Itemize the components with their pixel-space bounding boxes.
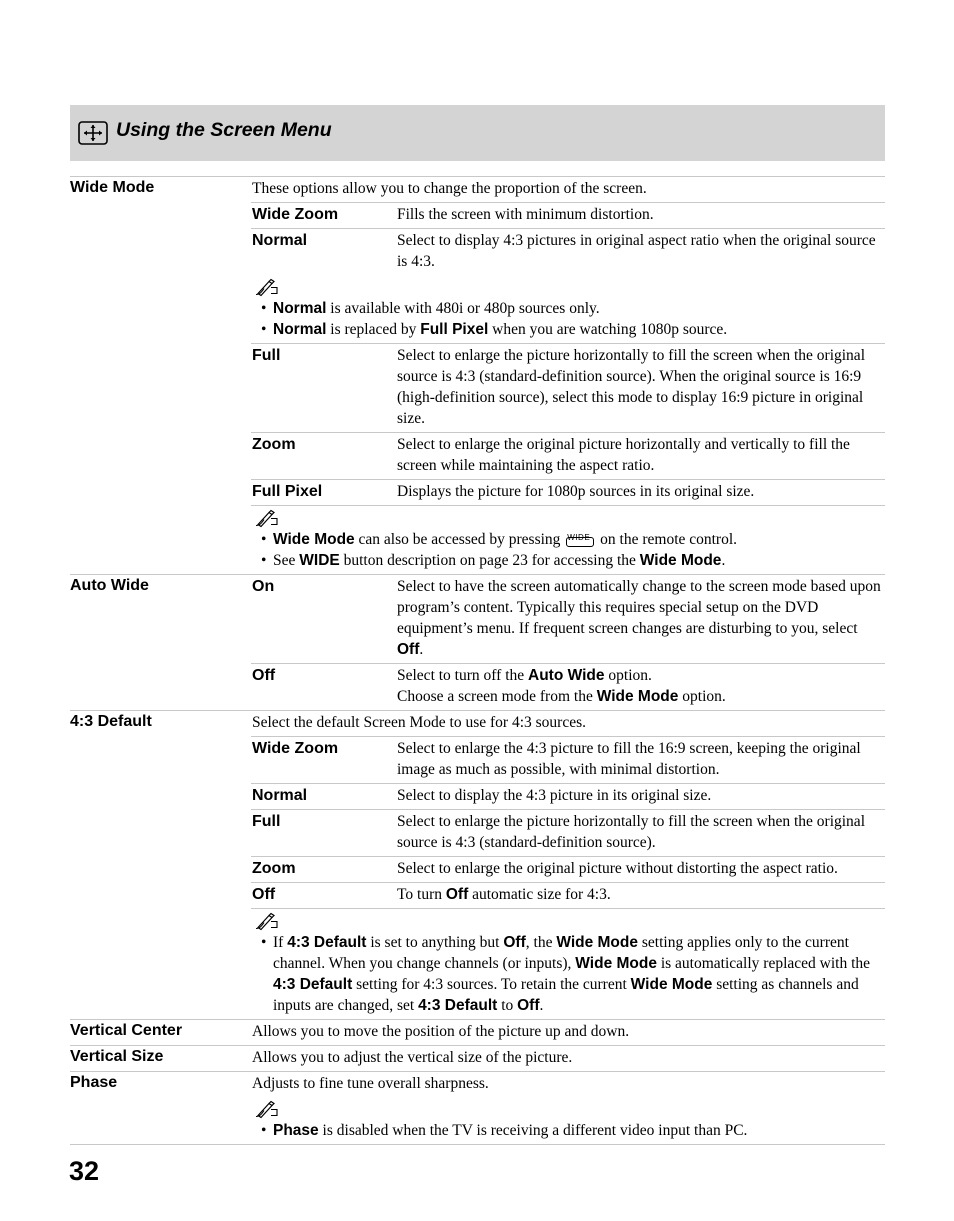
option-description: Select to have the screen automatically change to the screen mode based upon program’s content. Typically this requires special setup on the DVD equipment’s menu. If frequent screen changes are disturbing to you, select Off. xyxy=(397,578,881,658)
option-name: On xyxy=(252,578,275,595)
option-description: Select to enlarge the original picture horizontally and vertically to fill the screen while maintaining the aspect ratio. xyxy=(397,436,850,474)
note-bullet: • Normal is replaced by Full Pixel when you are watching 1080p source. xyxy=(261,321,728,338)
row-vertical-size xyxy=(70,1045,885,1071)
page-title: Using the Screen Menu xyxy=(116,119,332,141)
option-description: Select to display 4:3 pictures in original aspect ratio when the original source is 4:3. xyxy=(397,232,876,270)
item-label-auto-wide: Auto Wide xyxy=(70,577,149,594)
row-4-3-default xyxy=(70,710,885,1019)
option-row xyxy=(251,882,885,908)
item-label-phase: Phase xyxy=(70,1074,118,1091)
option-description: Fills the screen with minimum distortion. xyxy=(397,206,654,223)
note-block xyxy=(251,505,885,574)
row-phase xyxy=(70,1071,885,1145)
option-row xyxy=(251,432,885,479)
vertical-size-description: Allows you to adjust the vertical size of the picture. xyxy=(252,1049,573,1066)
option-name: Full xyxy=(252,347,281,364)
option-row xyxy=(251,856,885,882)
option-description: Select to turn off the Auto Wide option. Choose a screen mode from the Wide Mode option. xyxy=(397,667,726,705)
note-bullet: • Normal is available with 480i or 480p sources only. xyxy=(261,300,600,317)
option-row xyxy=(251,343,885,432)
row-vertical-center xyxy=(70,1019,885,1045)
note-pen-icon xyxy=(255,277,279,298)
note-block xyxy=(251,275,885,343)
note-pen-icon xyxy=(255,1099,279,1120)
option-name: Wide Zoom xyxy=(252,206,339,223)
option-description: Select to enlarge the picture horizontally to fill the screen when the original source is 4:3 (standard-definition source). xyxy=(397,813,865,851)
row-auto-wide xyxy=(70,574,885,710)
option-description: Select to enlarge the original picture without distorting the aspect ratio. xyxy=(397,860,838,877)
note-block xyxy=(251,1097,885,1144)
option-name: Full xyxy=(252,813,281,830)
option-row xyxy=(251,809,885,856)
option-description: Displays the picture for 1080p sources in its original size. xyxy=(397,483,755,500)
default-43-description: Select the default Screen Mode to use for 4:3 sources. xyxy=(252,714,587,731)
option-name: Zoom xyxy=(252,860,296,877)
item-label-4-3-default: 4:3 Default xyxy=(70,713,152,730)
option-name: Normal xyxy=(252,787,308,804)
note-bullet: • Phase is disabled when the TV is receiving a different video input than PC. xyxy=(261,1122,748,1139)
section-header xyxy=(70,105,885,161)
note-pen-icon xyxy=(255,911,279,932)
item-label-wide-mode: Wide Mode xyxy=(70,179,155,196)
option-row xyxy=(251,479,885,505)
note-bullet: • If 4:3 Default is set to anything but Off, the Wide Mode setting applies only to the current channel. When you change channels (or inputs), Wide Mode is automatically replaced with the 4:3 Default setting for 4:3 sources. To retain the current Wide Mode setting as channels and inputs are changed, set 4:3 Default to Off. xyxy=(261,934,871,1014)
option-name: Zoom xyxy=(252,436,296,453)
row-wide-mode xyxy=(70,176,885,574)
option-description: To turn Off automatic size for 4:3. xyxy=(397,886,611,903)
vertical-center-description: Allows you to move the position of the picture up and down. xyxy=(252,1023,630,1040)
item-label-vertical-center: Vertical Center xyxy=(70,1022,183,1039)
crosshair-arrows-icon xyxy=(78,121,108,145)
option-name: Normal xyxy=(252,232,308,249)
option-row xyxy=(251,575,885,663)
option-row xyxy=(251,228,885,275)
item-label-vertical-size: Vertical Size xyxy=(70,1048,164,1065)
wide-button-icon: WIDE xyxy=(566,531,594,547)
note-bullet: • See WIDE button description on page 23 for accessing the Wide Mode. xyxy=(261,552,726,569)
option-name: Full Pixel xyxy=(252,483,323,500)
option-description: Select to enlarge the picture horizontally to fill the screen when the original source is 4:3 (standard-definition source). When the original source is 16:9 (high-definition source), select this mode to display 16:9 picture in original size. xyxy=(397,347,865,427)
option-name: Off xyxy=(252,667,276,684)
option-row xyxy=(251,736,885,783)
note-bullet: • Wide Mode can also be accessed by pressing WIDE on the remote control. xyxy=(261,531,738,548)
option-description: Select to enlarge the 4:3 picture to fill the 16:9 screen, keeping the original image as much as possible, with minimal distortion. xyxy=(397,740,861,778)
note-pen-icon xyxy=(255,508,279,529)
option-row xyxy=(251,202,885,228)
page-number: 32 xyxy=(69,1156,100,1186)
phase-description: Adjusts to fine tune overall sharpness. xyxy=(252,1075,489,1092)
option-row xyxy=(251,663,885,710)
option-row xyxy=(251,783,885,809)
option-description: Select to display the 4:3 picture in its original size. xyxy=(397,787,712,804)
wide-mode-description: These options allow you to change the proportion of the screen. xyxy=(252,180,647,197)
note-block xyxy=(251,908,885,1019)
settings-table xyxy=(70,176,885,1145)
option-name: Off xyxy=(252,886,276,903)
option-name: Wide Zoom xyxy=(252,740,339,757)
